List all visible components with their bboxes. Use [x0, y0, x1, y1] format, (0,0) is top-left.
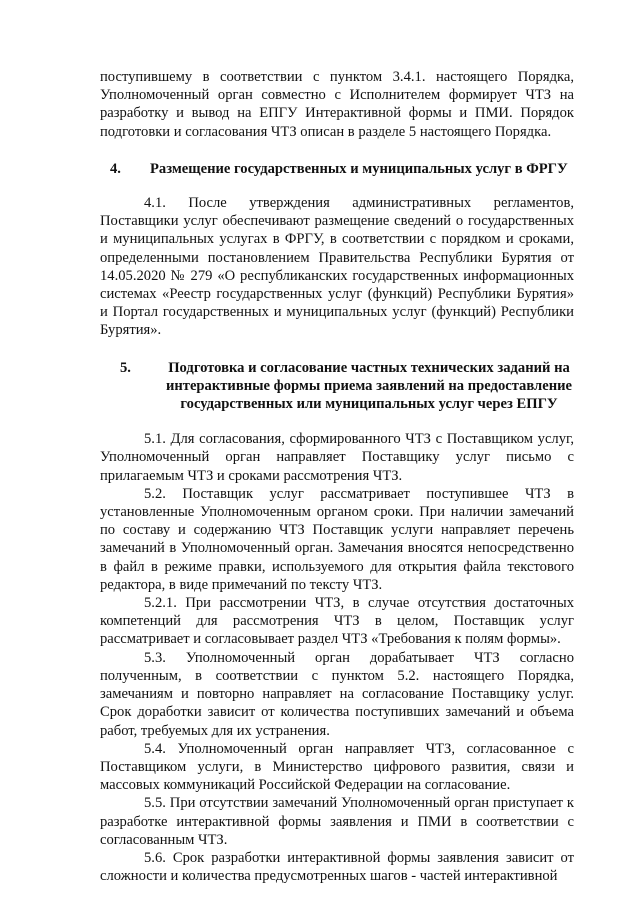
section-5-number: 5. [120, 359, 131, 376]
paragraph-5-4: 5.4. Уполномоченный орган направляет ЧТЗ, согласованное с Поставщиком услуги, в Министерство цифрового развития, связи и массовых коммуникаций Российской Федерации на согласование. [100, 740, 574, 794]
paragraph-5-5: 5.5. При отсутствии замечаний Уполномоченный орган приступает к разработке интерактивной формы заявления и ПМИ в соответствии с согласованным ЧТЗ. [100, 795, 574, 848]
section-5-heading [100, 359, 574, 414]
paragraph-5-2-1: 5.2.1. При рассмотрении ЧТЗ, в случае отсутствия достаточных компетенций для рассмотрения ЧТЗ в целом, Поставщик услуг рассматривает и согласовывает раздел ЧТЗ «Требования к полям формы». [100, 595, 574, 648]
paragraph-4-1: 4.1. После утверждения административных регламентов, Поставщики услуг обеспечивают размещение сведений о государственных и муниципальных услугах в ФРГУ, в соответствии с порядком и сроками, определенными постановлением Правительства Республики Бурятия от 14.05.2020 № 279 «О республиканских государственных информационных системах «Реестр государственных услуг (функций) Республики Бурятия» и Портал государственных и муниципальных услуг (функций) Республики Бурятия». [100, 195, 574, 339]
paragraph-5-2: 5.2. Поставщик услуг рассматривает поступившее ЧТЗ в установленные Уполномоченным органом сроки. При наличии замечаний по составу и содержанию ЧТЗ Поставщик услуги направляет перечень замечаний в Уполномоченный орган. Замечания вносятся непосредственно в файл в режиме правки, используемого для открытия файла текстового редактора, в виде примечаний по тексту ЧТЗ. [100, 485, 574, 593]
paragraph-5-6: 5.6. Срок разработки интерактивной формы заявления зависит от сложности и количества предусмотренных шагов - частей интерактивной [100, 849, 574, 885]
intro-paragraph: поступившему в соответствии с пунктом 3.4.1. настоящего Порядка, Уполномоченный орган совместно с Исполнителем формирует ЧТЗ на разработку и вывод на ЕПГУ Интерактивной формы и ПМИ. Порядок подготовки и согласования ЧТЗ описан в разделе 5 настоящего Порядка. [100, 69, 574, 140]
section-5-title: Подготовка и согласование частных технических заданий на интерактивные формы приема заявлений на предоставление государственных или муниципальных услуг через ЕПГУ [165, 359, 573, 413]
paragraph-5-1: 5.1. Для согласования, сформированного ЧТЗ с Поставщиком услуг, Уполномоченный орган направляет Поставщику услуг письмо с прилагаемым ЧТЗ и сроками рассмотрения ЧТЗ. [100, 431, 574, 484]
section-4-heading [100, 160, 574, 178]
paragraph-5-3: 5.3. Уполномоченный орган дорабатывает ЧТЗ согласно полученным, в соответствии с пунктом 5.2. настоящего Порядка, замечаниям и повторно направляет на согласование Поставщику услуг. Срок доработки зависит от количества поступивших замечаний и объема работ, требуемых для их устранения. [100, 649, 574, 739]
section-4-title: Размещение государственных и муниципальных услуг в ФРГУ [150, 160, 568, 177]
section-4-number: 4. [110, 160, 121, 177]
